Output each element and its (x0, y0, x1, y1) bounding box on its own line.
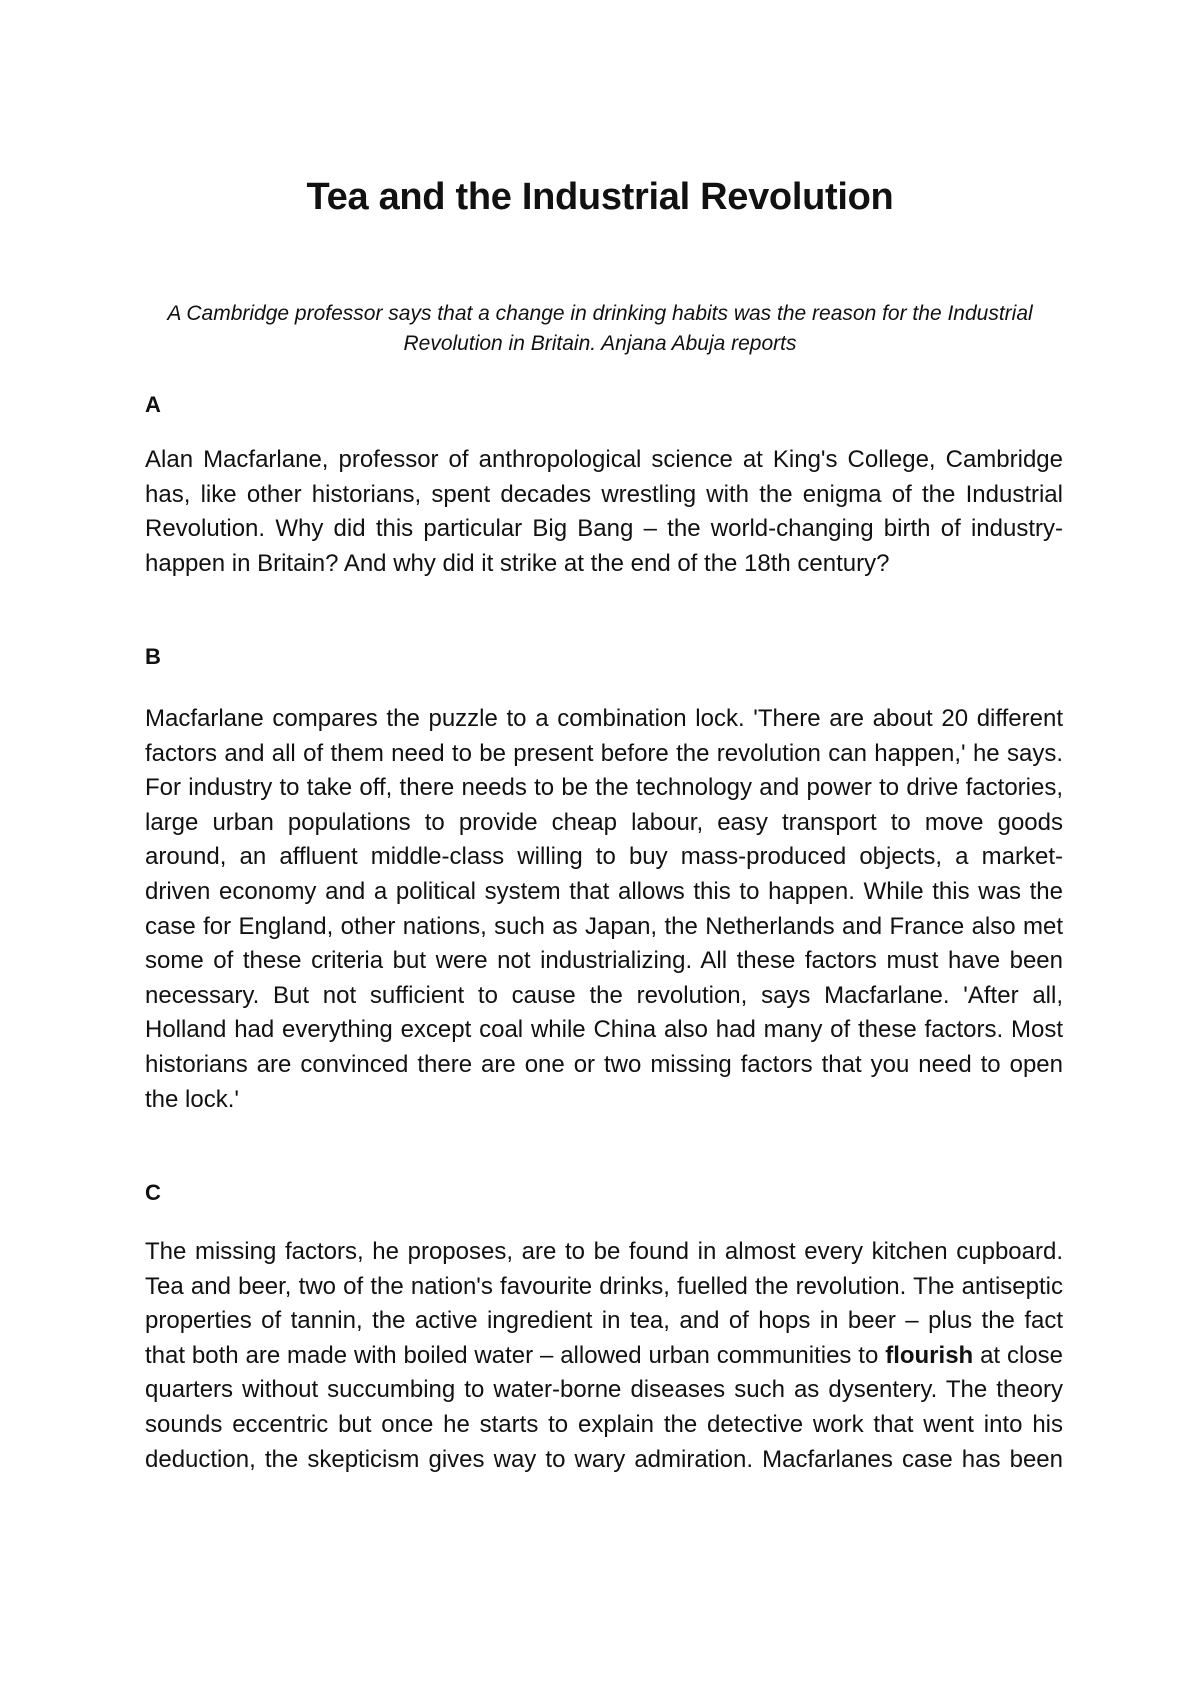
section-c-text-start: The missing factors, he proposes, are to be found in almost every kitchen cupboard. Tea and beer, two of the nation's favourite drinks, fuelled the revolution. The antiseptic properties of tannin, the active ingredient in tea, and of hops in beer – plus the fact that both are made with boiled water – allowed urban communities to (145, 1238, 1063, 1369)
section-c-bold-word: flourish (885, 1341, 974, 1369)
section-a-paragraph: Alan Macfarlane, professor of anthropological science at King's College, Cambridge has, like other historians, spent decades wrestling with the enigma of the Industrial Revolution. Why did this particular Big Bang – the world-changing birth of industry-happen in Britain? And why did it strike at the end of the 18th century? (145, 446, 1063, 577)
section-c-text-end: at close quarters without succumbing to water-borne diseases such as dysentery. The theory sounds eccentric but once he starts to explain the detective work that went into his deduction, the skepticism gives way to wary admiration. Macfarlanes case has been (145, 1341, 1063, 1473)
section-label-c: C (145, 1180, 161, 1205)
section-label-b: B (145, 644, 161, 669)
section-b-paragraph: Macfarlane compares the puzzle to a combination lock. 'There are about 20 different factors and all of them need to be present before the revolution can happen,' he says. For industry to take off, there needs to be the technology and power to drive factories, large urban populations to provide cheap labour, easy transport to move goods around, an affluent middle-class willing to buy mass-produced objects, a market-driven economy and a political system that allows this to happen. While this was the case for England, other nations, such as Japan, the Netherlands and France also met some of these criteria but were not industrializing. All these factors must have been necessary. But not sufficient to cause the revolution, says Macfarlane. 'After all, Holland had everything except coal while China also had many of these factors. Most historians are convinced there are one or two missing factors that you need to open the lock.' (145, 705, 1063, 1113)
document-subtitle: A Cambridge professor says that a change in drinking habits was the reason for the Industrial Revolution in Britain. Anjana Abuja reports (167, 302, 1033, 355)
document-title: Tea and the Industrial Revolution (306, 176, 894, 218)
section-label-a: A (145, 392, 161, 417)
section-c-paragraph (145, 1235, 1063, 1477)
